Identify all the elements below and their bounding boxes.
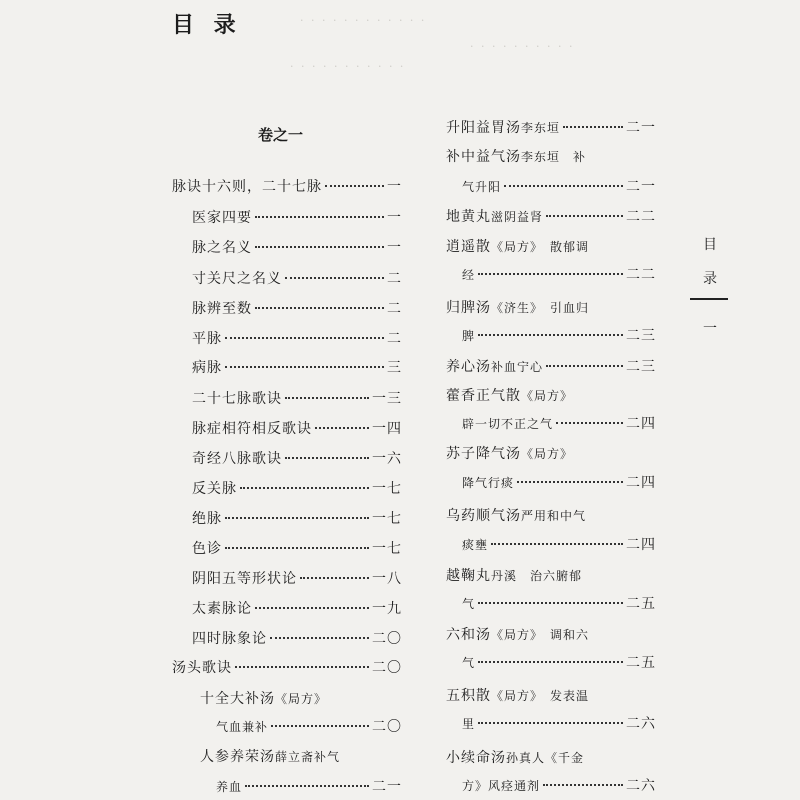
- toc-entry: [446, 146, 586, 166]
- volume-heading: 卷之一: [258, 126, 304, 144]
- toc-entry: [216, 776, 402, 796]
- toc-entry-note: 气: [462, 597, 476, 611]
- toc-entry-page: 二〇: [372, 660, 402, 676]
- dot-leader: [491, 543, 623, 545]
- toc-entry-note: 方》风痉通剂: [462, 779, 541, 793]
- toc-entry: [192, 207, 402, 227]
- toc-entry-page: 一七: [372, 481, 402, 497]
- toc-entry-page: 一: [387, 240, 402, 256]
- toc-entry-page: 一八: [372, 571, 402, 587]
- dot-leader: [546, 215, 623, 217]
- toc-entry: [462, 176, 656, 196]
- toc-entry: [446, 747, 584, 767]
- toc-entry-page: 一九: [372, 601, 402, 617]
- dot-leader: [543, 784, 623, 786]
- toc-entry: [200, 746, 340, 766]
- toc-entry-note: 《局方》: [521, 389, 574, 403]
- toc-entry: [446, 117, 656, 137]
- toc-entry-page: 二五: [626, 655, 656, 671]
- toc-entry-title: 地黄丸: [446, 209, 491, 225]
- toc-entry-title: 十全大补汤: [200, 691, 275, 707]
- toc-entry-title: 医家四要: [192, 210, 252, 226]
- dot-leader: [245, 785, 369, 787]
- toc-entry-title: 升阳益胃汤: [446, 120, 521, 136]
- toc-entry-title: 乌药顺气汤: [446, 508, 521, 524]
- toc-entry: [446, 505, 586, 525]
- dot-leader: [270, 637, 369, 639]
- toc-entry-note: 《局方》 散郁调: [491, 240, 590, 254]
- toc-entry: [192, 448, 402, 468]
- toc-entry-page: 三: [387, 360, 402, 376]
- toc-entry: [192, 237, 402, 257]
- dot-leader: [546, 365, 623, 367]
- toc-entry: [192, 357, 402, 377]
- toc-entry-note: 严用和中气: [521, 509, 587, 523]
- toc-entry: [462, 264, 656, 284]
- toc-entry-page: 二四: [626, 416, 656, 432]
- toc-entry-note: 补血宁心: [491, 360, 544, 374]
- toc-entry: [462, 713, 656, 733]
- toc-entry-page: 二二: [626, 267, 656, 283]
- toc-entry: [462, 652, 656, 672]
- toc-entry-page: 二二: [626, 209, 656, 225]
- toc-entry: [446, 565, 582, 585]
- toc-entry-note: 脾: [462, 329, 476, 343]
- toc-entry: [192, 508, 402, 528]
- toc-entry-page: 一六: [372, 451, 402, 467]
- toc-entry-page: 一七: [372, 511, 402, 527]
- toc-entry-title: 太素脉论: [192, 601, 252, 617]
- toc-entry: [192, 478, 402, 498]
- dot-leader: [255, 607, 369, 609]
- toc-entry-note: 丹溪 治六腑郁: [491, 569, 583, 583]
- toc-entry-page: 二〇: [372, 631, 402, 647]
- toc-entry-title: 奇经八脉歌诀: [192, 451, 282, 467]
- toc-entry-page: 二五: [626, 596, 656, 612]
- toc-entry: [192, 298, 402, 318]
- toc-entry-title: 补中益气汤: [446, 149, 521, 165]
- toc-entry: [462, 472, 656, 492]
- dot-leader: [563, 126, 623, 128]
- toc-entry: [192, 328, 402, 348]
- dot-leader: [285, 277, 384, 279]
- dot-leader: [504, 185, 623, 187]
- toc-entry-note: 孙真人《千金: [506, 751, 585, 765]
- dot-leader: [478, 722, 623, 724]
- toc-entry: [462, 775, 656, 795]
- toc-entry-note: 气: [462, 656, 476, 670]
- dot-leader: [225, 366, 384, 368]
- toc-entry-title: 脉之名义: [192, 240, 252, 256]
- toc-entry: [192, 598, 402, 618]
- running-head-rule: [690, 298, 728, 300]
- toc-entry: [172, 657, 402, 677]
- dot-leader: [271, 725, 369, 727]
- toc-entry-note: 薛立斋补气: [275, 750, 341, 764]
- toc-entry: [192, 268, 402, 288]
- toc-entry-title: 脉辨至数: [192, 301, 252, 317]
- toc-entry: [462, 413, 656, 433]
- dot-leader: [255, 307, 384, 309]
- toc-entry: [446, 236, 589, 256]
- toc-entry-title: 人参养荣汤: [200, 749, 275, 765]
- dot-leader: [478, 273, 623, 275]
- toc-entry-note: 《局方》 发表温: [491, 689, 590, 703]
- toc-entry-title: 六和汤: [446, 627, 491, 643]
- toc-entry-title: 苏子降气汤: [446, 446, 521, 462]
- toc-entry-page: 二六: [626, 716, 656, 732]
- toc-entry-title: 平脉: [192, 331, 222, 347]
- dot-leader: [225, 517, 369, 519]
- toc-entry: [192, 388, 402, 408]
- toc-entry-page: 二三: [626, 359, 656, 375]
- toc-entry-page: 一三: [372, 391, 402, 407]
- toc-entry-note: 辟一切不正之气: [462, 417, 554, 431]
- toc-entry: [446, 443, 573, 463]
- toc-entry-note: 《局方》: [275, 692, 328, 706]
- dot-leader: [240, 487, 369, 489]
- toc-entry-page: 二一: [626, 120, 656, 136]
- bleed-through-decoration: · · · · · · · · · · · ·: [300, 14, 427, 27]
- toc-entry: [446, 385, 573, 405]
- toc-entry: [446, 297, 589, 317]
- toc-entry: [172, 176, 402, 196]
- dot-leader: [325, 185, 384, 187]
- toc-entry-page: 二四: [626, 537, 656, 553]
- toc-entry: [216, 716, 402, 736]
- dot-leader: [478, 334, 623, 336]
- toc-entry: [462, 325, 656, 345]
- toc-entry-page: 二六: [626, 778, 656, 794]
- toc-entry-title: 病脉: [192, 360, 222, 376]
- dot-leader: [478, 602, 623, 604]
- dot-leader: [300, 577, 369, 579]
- toc-entry-page: 二: [387, 301, 402, 317]
- dot-leader: [285, 397, 369, 399]
- toc-entry-note: 《局方》: [521, 447, 574, 461]
- toc-entry-note: 降气行痰: [462, 476, 515, 490]
- toc-entry-title: 二十七脉歌诀: [192, 391, 282, 407]
- toc-entry-title: 脉症相符相反歌诀: [192, 421, 312, 437]
- toc-entry: [446, 356, 656, 376]
- toc-entry-title: 五积散: [446, 688, 491, 704]
- toc-entry-title: 汤头歌诀: [172, 660, 232, 676]
- dot-leader: [517, 481, 623, 483]
- toc-entry-note: 气升阳: [462, 180, 502, 194]
- dot-leader: [225, 547, 369, 549]
- toc-entry-note: 滋阴益肾: [491, 210, 544, 224]
- dot-leader: [315, 427, 369, 429]
- toc-entry: [192, 538, 402, 558]
- toc-entry: [462, 593, 656, 613]
- toc-entry-title: 绝脉: [192, 511, 222, 527]
- toc-entry-page: 二三: [626, 328, 656, 344]
- toc-entry: [192, 418, 402, 438]
- toc-entry-title: 归脾汤: [446, 300, 491, 316]
- toc-entry-note: 李东垣 补: [521, 150, 587, 164]
- toc-entry-note: 《局方》 调和六: [491, 628, 590, 642]
- dot-leader: [285, 457, 369, 459]
- toc-entry-title: 养心汤: [446, 359, 491, 375]
- dot-leader: [556, 422, 623, 424]
- toc-entry-note: 《济生》 引血归: [491, 301, 590, 315]
- toc-entry: [200, 688, 327, 708]
- toc-entry-page: 二一: [372, 779, 402, 795]
- toc-entry-page: 一: [387, 210, 402, 226]
- toc-entry-title: 四时脉象论: [192, 631, 267, 647]
- running-head: [702, 228, 718, 296]
- toc-entry-page: 二: [387, 331, 402, 347]
- toc-entry: [446, 624, 589, 644]
- toc-entry-page: 二〇: [372, 719, 402, 735]
- toc-entry: [446, 685, 589, 705]
- toc-entry-title: 反关脉: [192, 481, 237, 497]
- dot-leader: [255, 216, 384, 218]
- toc-entry-title: 藿香正气散: [446, 388, 521, 404]
- toc-entry-note: 里: [462, 717, 476, 731]
- toc-entry: [462, 534, 656, 554]
- toc-entry-note: 气血兼补: [216, 720, 269, 734]
- toc-entry-title: 阴阳五等形状论: [192, 571, 297, 587]
- bleed-through-decoration: · · · · · · · · · ·: [470, 40, 575, 53]
- page-number: 一: [703, 321, 717, 337]
- toc-entry: [192, 568, 402, 588]
- toc-entry-page: 一: [387, 179, 402, 195]
- toc-entry-title: 寸关尺之名义: [192, 271, 282, 287]
- page-title: 目 录: [172, 12, 242, 38]
- toc-entry: [446, 206, 656, 226]
- toc-entry-page: 二四: [626, 475, 656, 491]
- toc-entry-note: 李东垣: [521, 121, 561, 135]
- toc-entry: [192, 628, 402, 648]
- running-head-char: 录: [703, 271, 717, 287]
- bleed-through-decoration: · · · · · · · · · · ·: [290, 60, 406, 73]
- toc-entry-title: 色诊: [192, 541, 222, 557]
- toc-entry-title: 脉诀十六则，二十七脉: [172, 179, 322, 195]
- toc-entry-title: 小续命汤: [446, 750, 506, 766]
- toc-entry-title: 逍遥散: [446, 239, 491, 255]
- running-head-char: 目: [703, 237, 717, 253]
- dot-leader: [235, 666, 369, 668]
- toc-entry-note: 养血: [216, 780, 243, 794]
- toc-entry-page: 二一: [626, 179, 656, 195]
- toc-entry-page: 一七: [372, 541, 402, 557]
- toc-entry-note: 经: [462, 268, 476, 282]
- toc-entry-page: 一四: [372, 421, 402, 437]
- toc-entry-page: 二: [387, 271, 402, 287]
- dot-leader: [225, 337, 384, 339]
- dot-leader: [478, 661, 623, 663]
- dot-leader: [255, 246, 384, 248]
- toc-entry-title: 越鞠丸: [446, 568, 491, 584]
- toc-entry-note: 痰壅: [462, 538, 489, 552]
